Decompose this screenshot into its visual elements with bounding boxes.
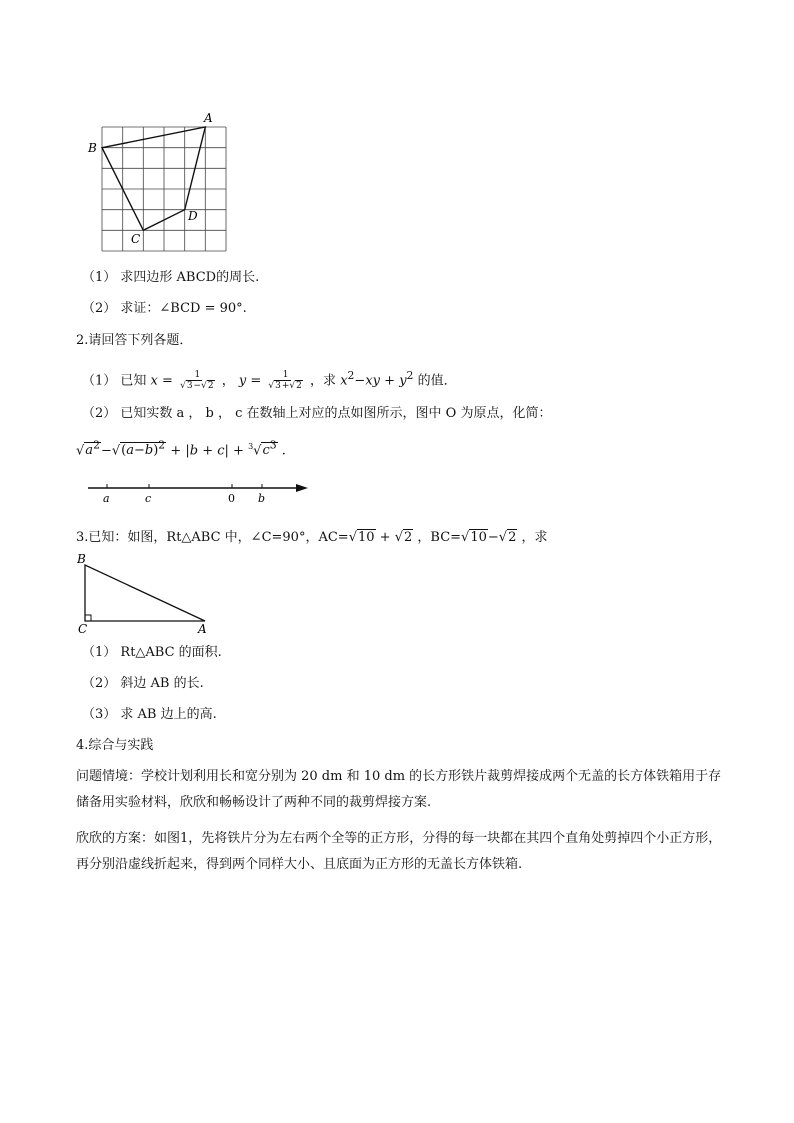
right-triangle-figure <box>74 551 214 637</box>
q4-para2: 欣欣的方案：如图1，先将铁片分为左右两个全等的正方形，分得的每一块都在其四个直角处剪掉四个小正方形，再分别沿虚线折起来，得到两个同样大小、且底面为正方形的无盖长方体铁箱. <box>76 831 722 872</box>
simplify-expression: $√a^2-√(a-b)^2 + |b + c| + ^3√c^3$ . <box>76 439 286 459</box>
q3-intro: 3.已知：如图，Rt△ABC 中，∠C=90°，AC=√10 + √2 ，BC=√10−√2 ，求 <box>76 530 548 545</box>
q3-sub2: （2） 斜边 AB 的长. <box>82 676 204 691</box>
numberline-label-b: b <box>258 492 266 505</box>
q1-sub2: （2） 求证：∠BCD = 90°. <box>82 301 247 316</box>
triangle-label-b: B <box>77 552 86 566</box>
q2-sub1: （1） 已知 x = $\frac{1}{√3-√2}$ ， y = $\frac{1}{√3+√2}$ ，求 $x^2-xy + y^2$ 的值． <box>82 369 457 392</box>
vertex-label-b: B <box>88 141 97 155</box>
q1-sub1: （1） 求四边形 ABCD的周长. <box>82 270 260 285</box>
vertex-label-a: A <box>204 111 213 125</box>
numberline-label-0: 0 <box>228 492 235 505</box>
vertex-label-c: C <box>131 232 141 246</box>
triangle-label-a: A <box>198 622 207 636</box>
triangle-label-c: C <box>78 622 88 636</box>
q3-sub3: （3） 求 AB 边上的高. <box>82 707 217 722</box>
q2-sub2: （2） 已知实数 a ， b ， c 在数轴上对应的点如图所示，图中 O 为原点，化简： <box>82 406 552 421</box>
numberline-label-a: a <box>103 492 110 505</box>
quadrilateral-grid-figure <box>84 108 244 258</box>
q2-title: 2.请回答下列各题． <box>76 333 193 348</box>
number-line-figure <box>86 478 316 508</box>
vertex-label-d: D <box>188 209 198 223</box>
numberline-label-c: c <box>145 492 152 505</box>
q4-para1: 问题情境：学校计划利用长和宽分别为 20 dm 和 10 dm 的长方形铁片裁剪焊接成两个无盖的长方体铁箱用于存储备用实验材料，欣欣和畅畅设计了两种不同的裁剪焊接方案. <box>76 769 722 810</box>
q4-title: 4.综合与实践 <box>76 738 154 753</box>
q3-sub1: （1） Rt△ABC 的面积. <box>82 645 222 660</box>
